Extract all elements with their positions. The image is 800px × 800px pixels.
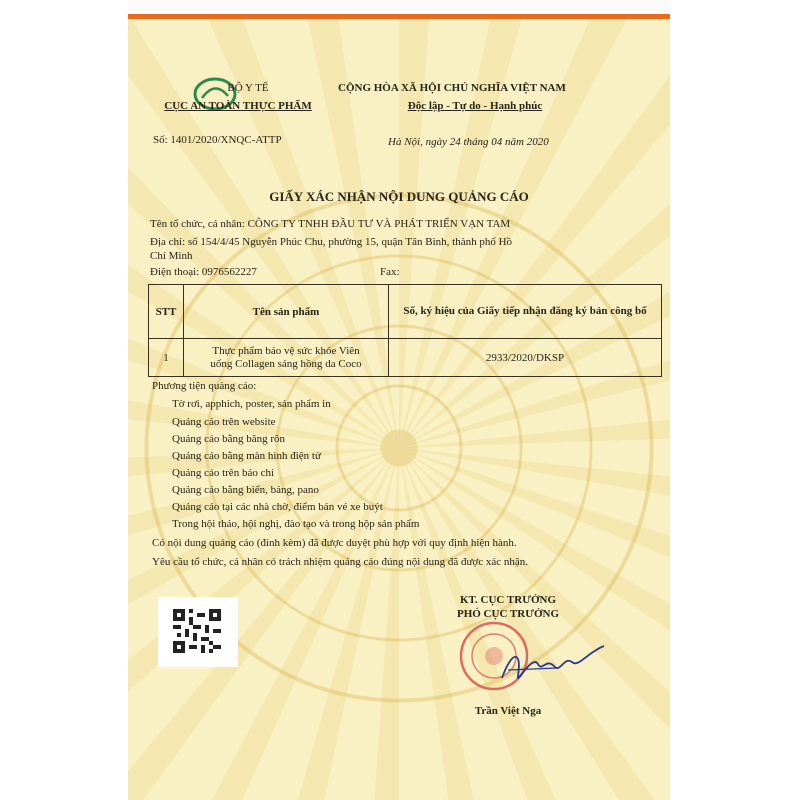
- signer-title-1: KT. CỤC TRƯỞNG: [459, 594, 557, 606]
- org-phone: Điện thoại: 0976562227: [150, 266, 257, 278]
- signer-title-2: PHÓ CỤC TRƯỞNG: [456, 608, 560, 620]
- document-title: GIẤY XÁC NHẬN NỘI DUNG QUẢNG CÁO: [269, 189, 529, 204]
- document-page: [128, 0, 670, 800]
- list-item: Quảng cáo bằng màn hình điện tử: [172, 450, 321, 462]
- issue-date: Hà Nội, ngày 24 tháng 04 năm 2020: [388, 136, 549, 148]
- media-label: Phương tiện quảng cáo:: [152, 380, 257, 392]
- row-product-name: [184, 339, 389, 377]
- qr-code: [158, 597, 238, 667]
- department-name: CỤC AN TOÀN THỰC PHẨM: [164, 100, 312, 112]
- list-item: Quảng cáo trên báo chí: [172, 467, 275, 479]
- header-product-name: Tên sản phẩm: [184, 285, 389, 339]
- top-margin: [128, 0, 670, 14]
- responsibility-note: Yêu cầu tổ chức, cá nhân có trách nhiệm quảng cáo đúng nội dung đã được xác nhận.: [152, 556, 529, 568]
- row-registration-number: 2933/2020/DKSP: [389, 339, 662, 377]
- list-item: Quảng cáo bằng băng rôn: [172, 433, 286, 445]
- ministry-name: BỘ Y TẾ: [227, 82, 269, 94]
- row-stt: 1: [149, 339, 184, 377]
- row-product-line1: Thực phẩm bảo vệ sức khỏe Viên: [212, 344, 360, 357]
- org-fax: Fax:: [380, 266, 400, 278]
- table-row: [149, 339, 662, 377]
- list-item: Quảng cáo tại các nhà chờ, điểm bán vé xe buýt: [172, 501, 383, 513]
- country-name: CỘNG HÒA XÃ HỘI CHỦ NGHĨA VIỆT NAM: [338, 82, 566, 94]
- org-address-line2: Chí Minh: [150, 250, 193, 262]
- signer-name: Trần Việt Nga: [474, 705, 542, 717]
- row-product-line2: uống Collagen sáng hồng da Coco: [210, 357, 362, 370]
- table-header-row: [149, 285, 662, 339]
- orange-border-line: [128, 14, 670, 19]
- product-table: [148, 284, 662, 377]
- national-motto: Độc lập - Tự do - Hạnh phúc: [407, 100, 543, 112]
- org-name-line: Tên tổ chức, cá nhân: CÔNG TY TNHH ĐẦU TƯ VÀ PHÁT TRIỂN VẠN TAM: [150, 218, 511, 230]
- list-item: Tờ rơi, apphich, poster, sản phẩm in: [172, 398, 331, 410]
- signature-icon: [498, 640, 608, 690]
- list-item: Trong hội thảo, hội nghị, đào tạo và trong hộp sản phẩm: [172, 518, 420, 530]
- approval-note: Có nội dung quảng cáo (đính kèm) đã được duyệt phù hợp với quy định hiện hành.: [152, 537, 517, 549]
- doc-number: Số: 1401/2020/XNQC-ATTP: [153, 134, 282, 146]
- header-registration-number: Số, ký hiệu của Giấy tiếp nhận đăng ký bản công bố: [389, 285, 662, 339]
- list-item: Quảng cáo trên website: [172, 416, 276, 428]
- org-address-line1: Địa chỉ: số 154/4/45 Nguyễn Phúc Chu, phường 15, quận Tân Bình, thành phố Hồ: [150, 236, 513, 248]
- header-stt: STT: [149, 285, 184, 339]
- qr-code-icon: [173, 609, 221, 653]
- list-item: Quảng cáo bằng biển, bảng, pano: [172, 484, 319, 496]
